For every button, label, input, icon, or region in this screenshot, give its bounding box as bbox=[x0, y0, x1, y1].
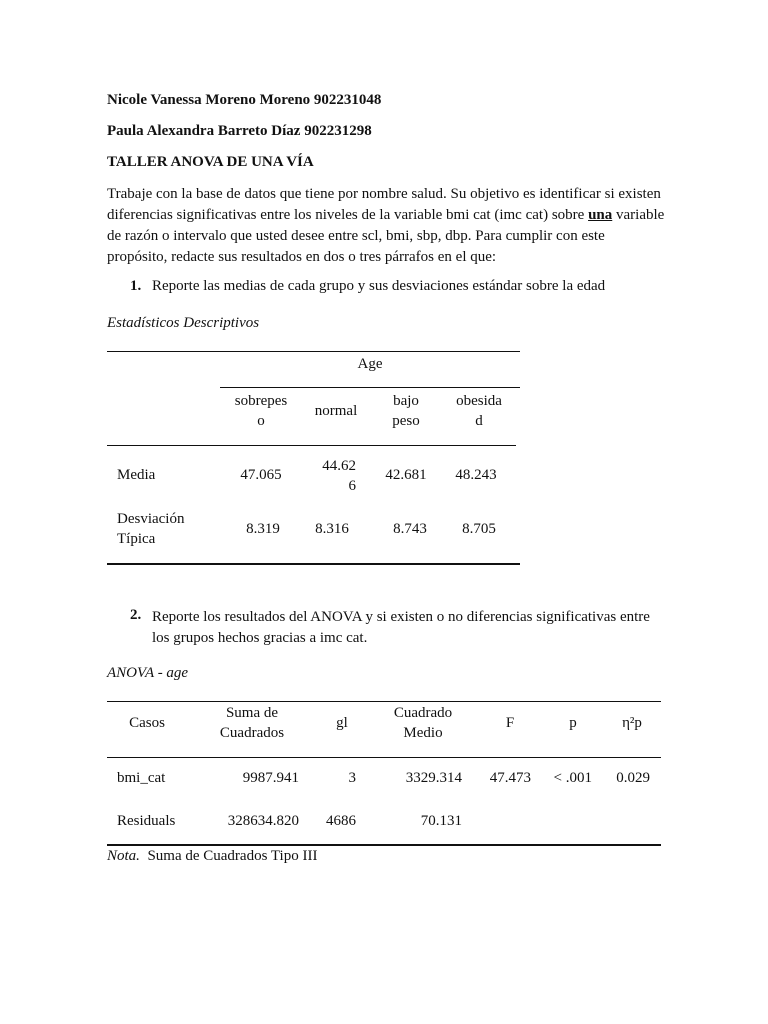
q2-number: 2. bbox=[130, 607, 142, 623]
intro-text-1: Trabaje con la base de datos que tiene por nombre salud. Su objetivo es identificar si existen diferencias significativas entre los niveles de la variable bmi cat (imc cat) sobre bbox=[107, 186, 661, 223]
author-2: Paula Alexandra Barreto Díaz 902231298 bbox=[107, 123, 372, 139]
table1-col-header: bajo peso bbox=[392, 393, 420, 429]
table1-cell: 48.243 bbox=[455, 467, 497, 483]
intro-paragraph bbox=[107, 184, 667, 268]
table2-header-p: p bbox=[569, 715, 577, 731]
table1-col-header: obesida d bbox=[456, 393, 502, 429]
table2-row-label: Residuals bbox=[117, 813, 176, 829]
table1-group-header: Age bbox=[357, 356, 383, 372]
table1-col-header: sobrepes o bbox=[234, 393, 288, 429]
table1-cell: 8.316 bbox=[315, 521, 349, 537]
table2-cell: 4686 bbox=[326, 813, 356, 829]
table2-cell: 0.029 bbox=[616, 770, 650, 786]
intro-emphasis: una bbox=[588, 207, 613, 223]
q2-text: Reporte los resultados del ANOVA y si existen o no diferencias significativas entre los grupos hechos gracias a imc cat. bbox=[152, 609, 650, 646]
table1-cell: 44.62 6 bbox=[322, 458, 356, 494]
table1-row-label: Desviación Típica bbox=[117, 511, 185, 547]
table1-caption: Estadísticos Descriptivos bbox=[107, 315, 260, 331]
table1-header-rule bbox=[107, 445, 516, 446]
table2-cell: 70.131 bbox=[420, 813, 462, 829]
table2-header-eta: η²p bbox=[622, 715, 642, 731]
table2-header-gl: gl bbox=[336, 715, 348, 731]
q1-text: Reporte las medias de cada grupo y sus desviaciones estándar sobre la edad bbox=[152, 278, 606, 294]
table1-bottom-rule bbox=[107, 563, 520, 565]
table2-cell: < .001 bbox=[553, 770, 592, 786]
table2-row-label: bmi_cat bbox=[117, 770, 166, 786]
table1-cell: 8.319 bbox=[246, 521, 280, 537]
table1-row-label: Media bbox=[117, 467, 156, 483]
table2-cell: 47.473 bbox=[489, 770, 531, 786]
table1-col-header: normal bbox=[314, 403, 358, 419]
table2-header-casos: Casos bbox=[129, 715, 165, 731]
table1-group-rule bbox=[220, 387, 520, 388]
table1-cell: 47.065 bbox=[240, 467, 282, 483]
table2-cell: 3329.314 bbox=[405, 770, 462, 786]
table1-top-rule bbox=[107, 351, 520, 352]
table2-header-f: F bbox=[505, 715, 515, 731]
table2-top-rule bbox=[107, 701, 661, 702]
document-title: TALLER ANOVA DE UNA VÍA bbox=[107, 154, 314, 170]
table1-cell: 8.743 bbox=[393, 521, 427, 537]
table2-caption: ANOVA - age bbox=[107, 665, 189, 681]
q1-number: 1. bbox=[130, 278, 142, 294]
table2-cell: 3 bbox=[348, 770, 356, 786]
table2-note bbox=[107, 848, 317, 865]
intro-text-2: variable de razón o intervalo que usted desee entre scl, bmi, sbp, dbp. Para cumplir con este propósito, redacte sus resultados en dos o tres párrafos en el que: bbox=[107, 207, 665, 265]
table1-cell: 8.705 bbox=[462, 521, 496, 537]
table2-header-rule bbox=[107, 757, 661, 758]
table2-header-ms: Cuadrado Medio bbox=[393, 705, 453, 741]
table2-bottom-rule bbox=[107, 844, 661, 846]
table2-header-ss: Suma de Cuadrados bbox=[219, 705, 285, 741]
author-1: Nicole Vanessa Moreno Moreno 902231048 bbox=[107, 92, 382, 108]
table2-note-label: Nota. bbox=[107, 848, 140, 864]
table2-cell: 328634.820 bbox=[227, 813, 299, 829]
table2-cell: 9987.941 bbox=[242, 770, 299, 786]
table1-cell: 42.681 bbox=[385, 467, 427, 483]
table2-note-text: Suma de Cuadrados Tipo III bbox=[147, 848, 318, 864]
